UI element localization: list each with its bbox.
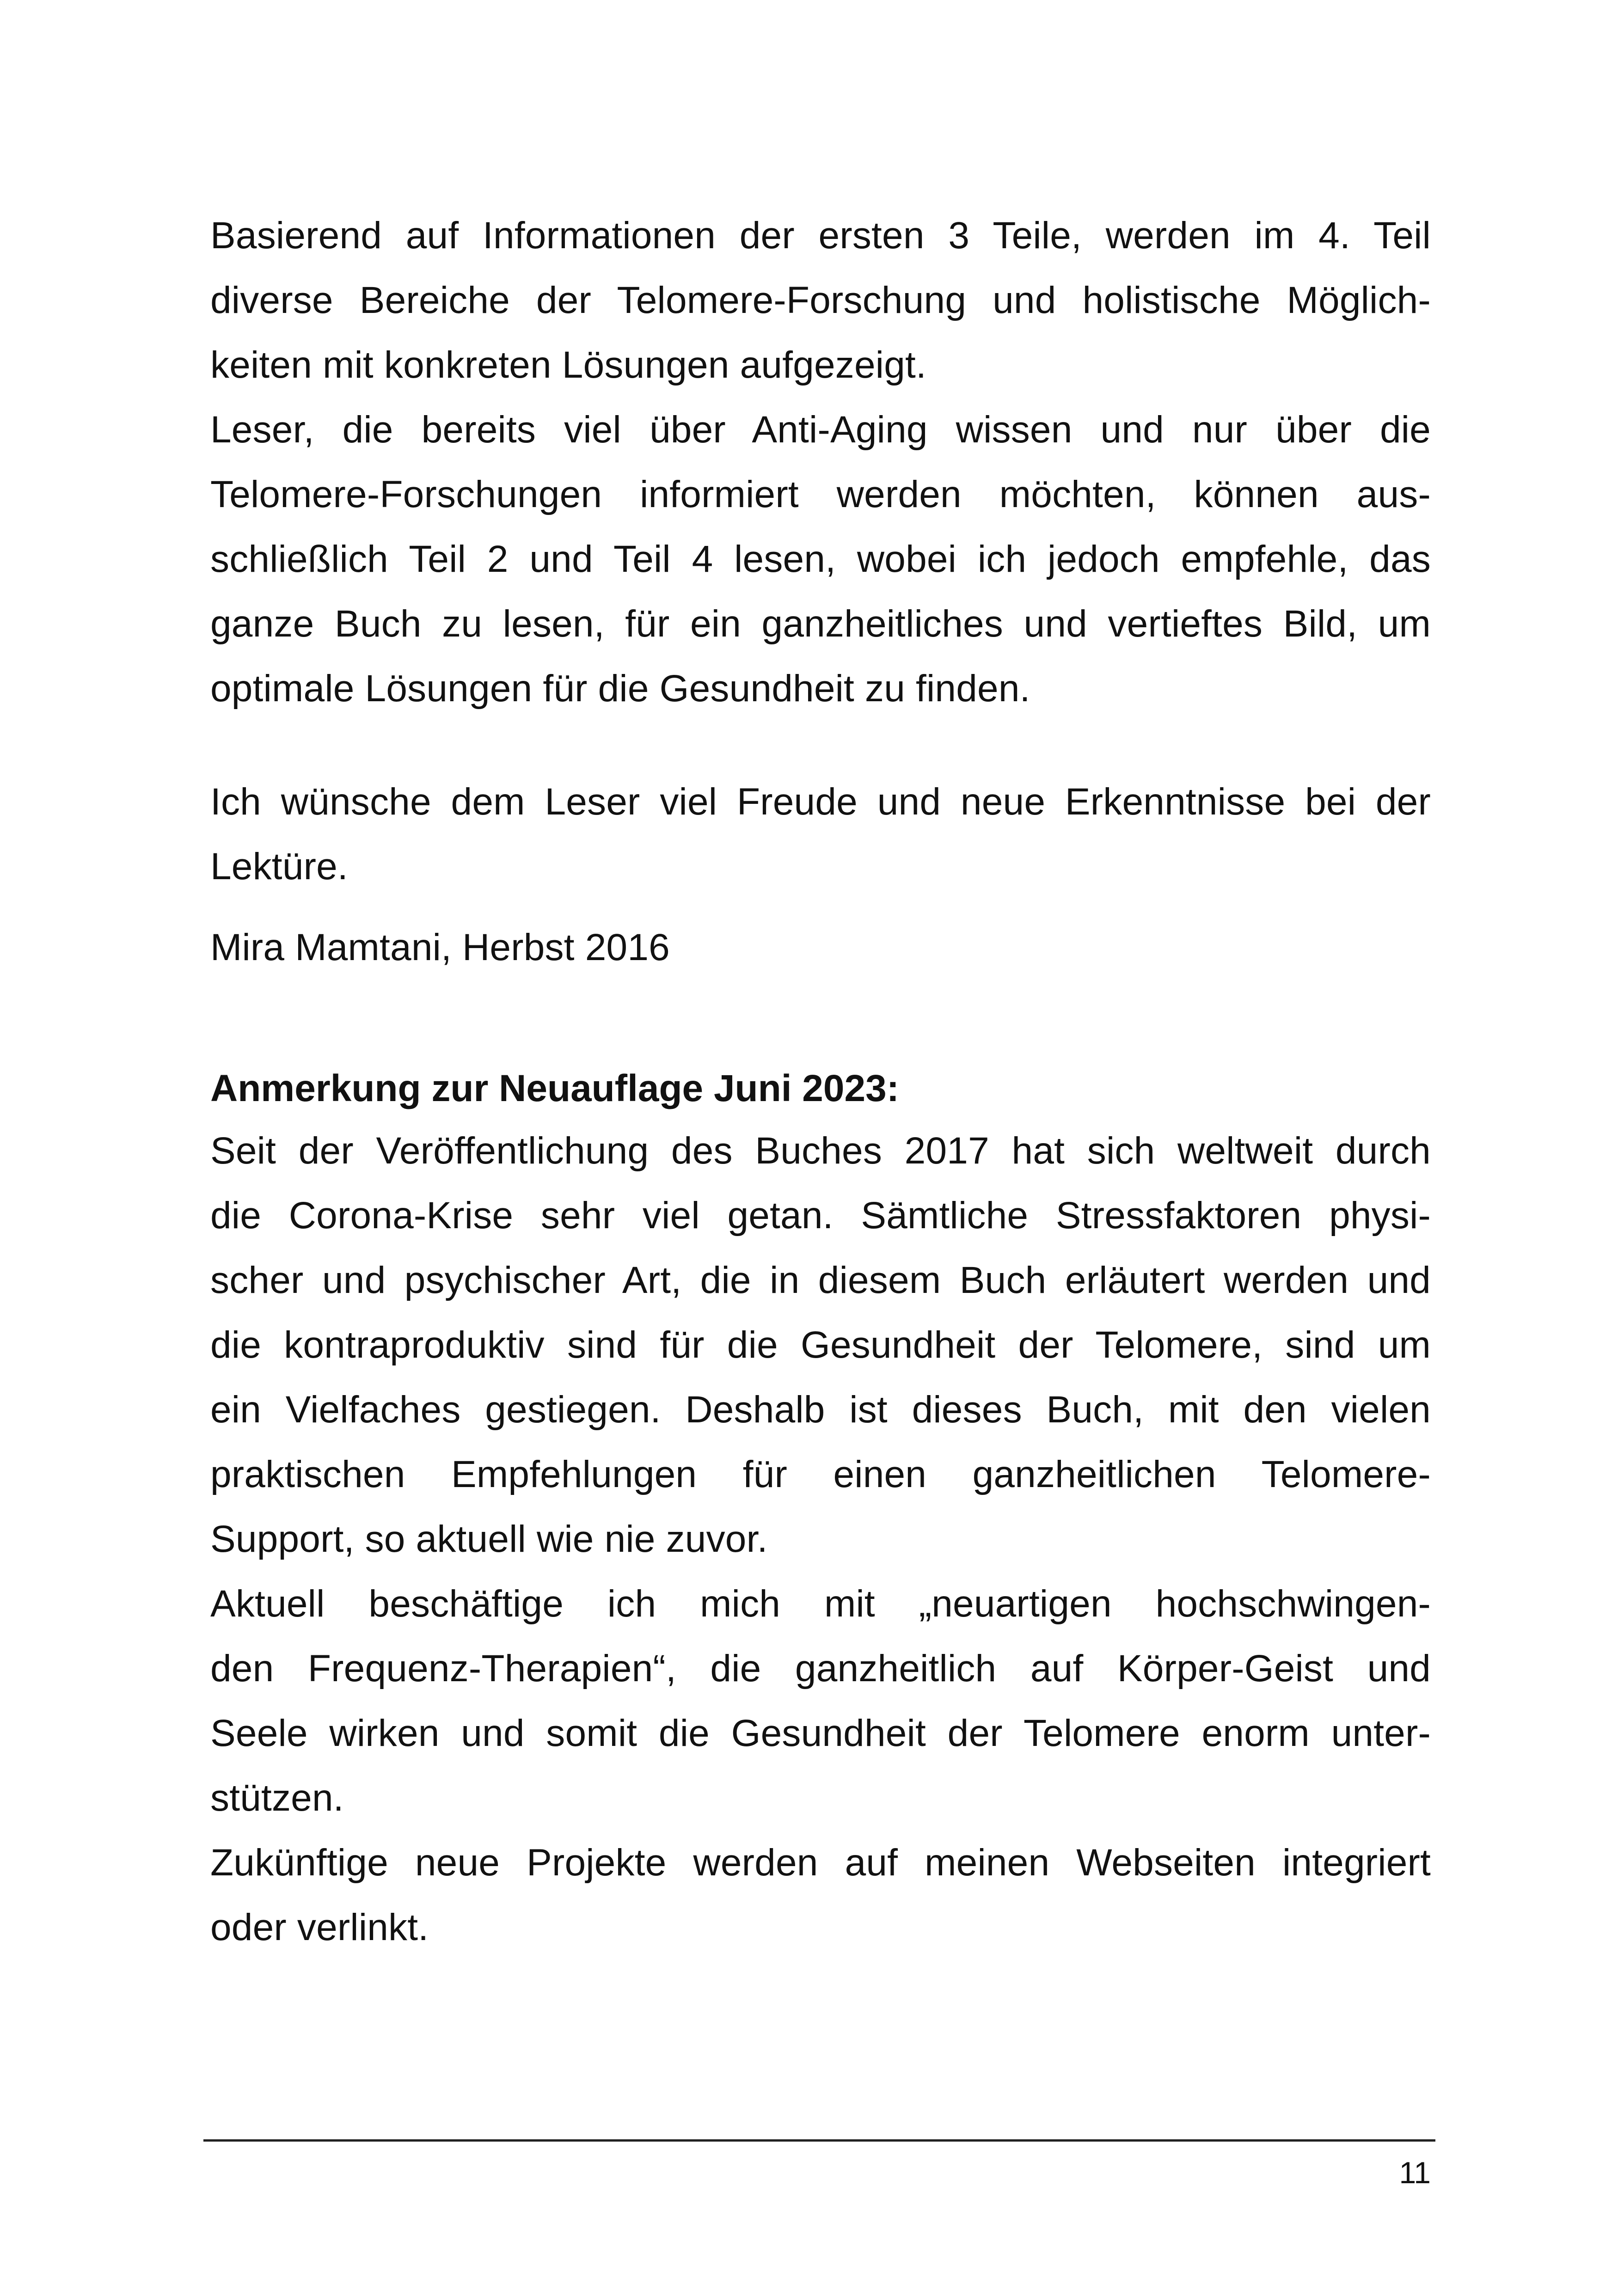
text-line: diverse Bereiche der Telomere-Forschung und holistische Möglich- [210,279,1431,321]
text-line: Ich wünsche dem Leser viel Freude und neue Erkenntnisse bei der [210,781,1431,823]
page-number: 11 [1399,2155,1431,2190]
text-line: Aktuell beschäftige ich mich mit „neuartigen hochschwingen- [210,1583,1431,1625]
text-line: Support, so aktuell wie nie zuvor. [210,1518,768,1560]
text-line: schließlich Teil 2 und Teil 4 lesen, wobei ich jedoch empfehle, das [210,538,1431,580]
text-line: oder verlinkt. [210,1906,429,1948]
paragraph-wishes [210,770,1431,899]
text-line: keiten mit konkreten Lösungen aufgezeigt. [210,344,926,386]
text-line: die Corona-Krise sehr viel getan. Sämtliche Stressfaktoren physi- [210,1194,1431,1237]
text-line: Leser, die bereits viel über Anti-Aging wissen und nur über die [210,409,1431,451]
text-line: den Frequenz-Therapien“, die ganzheitlich auf Körper-Geist und [210,1647,1431,1690]
text-line: optimale Lösungen für die Gesundheit zu finden. [210,667,1030,710]
text-line: Seele wirken und somit die Gesundheit der Telomere enorm unter- [210,1712,1431,1754]
text-line: Lektüre. [210,845,348,888]
signature-text: Mira Mamtani, Herbst 2016 [210,926,670,968]
text-line: ganze Buch zu lesen, für ein ganzheitliches und vertieftes Bild, um [210,603,1431,645]
text-line: praktischen Empfehlungen für einen ganzheitlichen Telomere- [210,1453,1431,1495]
paragraph-new-edition [210,1119,1431,1960]
section-heading: Anmerkung zur Neuauflage Juni 2023: [210,1067,900,1109]
author-signature [210,915,1431,980]
paragraph-intro [210,203,1431,721]
text-line: Zukünftige neue Projekte werden auf meinen Webseiten integriert [210,1842,1431,1884]
text-line: Seit der Veröffentlichung des Buches 2017 hat sich weltweit durch [210,1130,1431,1172]
text-line: Basierend auf Informationen der ersten 3 Teile, werden im 4. Teil [210,214,1431,257]
text-line: die kontraproduktiv sind für die Gesundheit der Telomere, sind um [210,1324,1431,1366]
text-line: ein Vielfaches gestiegen. Deshalb ist dieses Buch, mit den vielen [210,1389,1431,1431]
text-line: scher und psychischer Art, die in diesem Buch erläutert werden und [210,1259,1431,1301]
text-line: Telomere-Forschungen informiert werden möchten, können aus- [210,473,1431,515]
footer-divider [203,2139,1435,2142]
text-line: stützen. [210,1777,344,1819]
